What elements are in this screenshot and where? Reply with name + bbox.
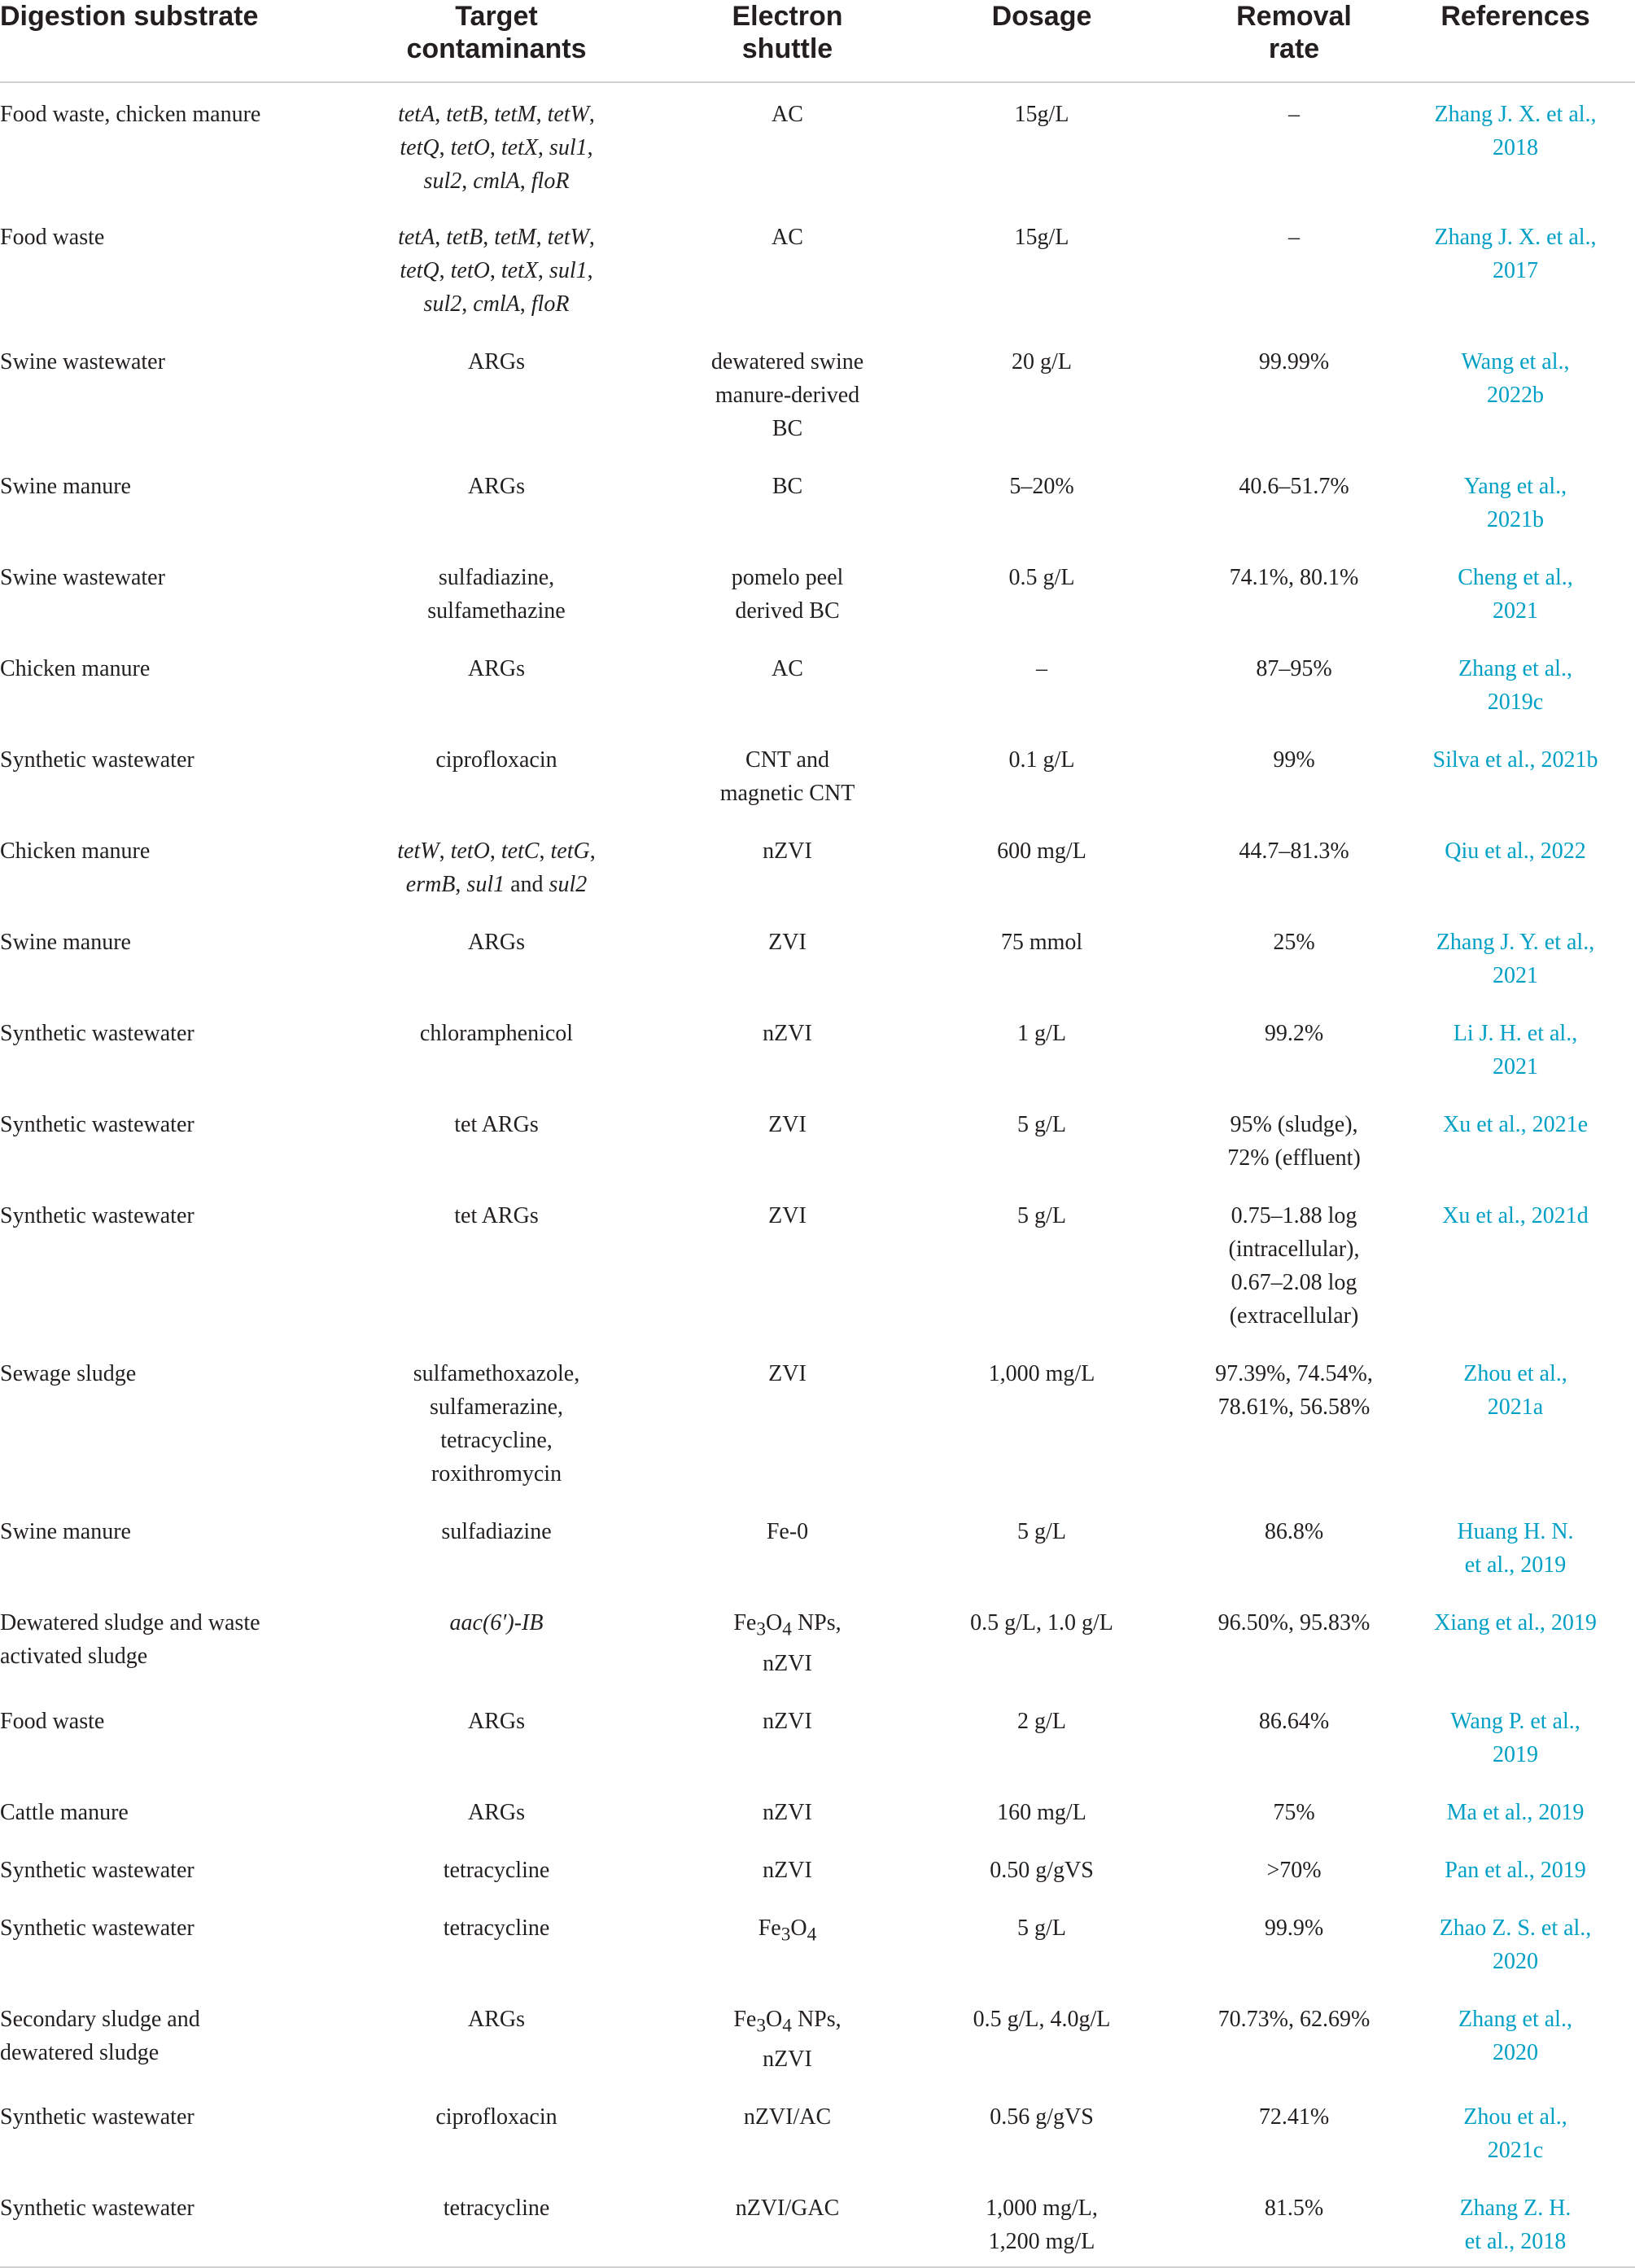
reference-link[interactable]: Wang P. et al., 2019 [1450, 1708, 1580, 1767]
header-electron-shuttle: Electron shuttle [684, 0, 891, 82]
target-cell: ARGs [467, 349, 525, 374]
dosage-cell: 15g/L [1014, 225, 1069, 250]
table-row [0, 1895, 1635, 1986]
header-dosage: Dosage [891, 0, 1192, 82]
target-cell: tet ARGs [454, 1112, 539, 1137]
substrate-cell: Synthetic wastewater [0, 2175, 309, 2267]
target-cell: tetW, tetO, tetC, tetG, ermB, sul1 and sul2 [397, 838, 596, 897]
substrate-cell: Food waste, chicken manure [0, 102, 261, 127]
reference-link[interactable]: Xiang et al., 2019 [1434, 1610, 1597, 1635]
shuttle-cell: AC [772, 102, 803, 127]
removal-cell: 72.41% [1258, 2104, 1330, 2130]
removal-cell: 74.1%, 80.1% [1229, 565, 1359, 590]
shuttle-cell: BC [772, 474, 803, 499]
dosage-cell: 2 g/L [1017, 1708, 1066, 1734]
shuttle-cell: dewatered swine manure-derived BC [710, 349, 864, 441]
target-cell: chloramphenicol [419, 1021, 574, 1046]
dosage-cell: 1,000 mg/L, 1,200 mg/L [891, 2175, 1192, 2267]
target-cell: ciprofloxacin [435, 747, 557, 773]
target-cell: tetracycline [443, 1857, 550, 1883]
substrate-cell: Swine manure [0, 930, 131, 955]
header-target-contaminants: Target contaminants [309, 0, 684, 82]
dosage-cell: 5 g/L [1017, 1203, 1066, 1228]
dosage-cell: 160 mg/L [997, 1799, 1086, 1825]
reference-link[interactable]: Ma et al., 2019 [1446, 1799, 1585, 1825]
header-row [0, 0, 1635, 82]
shuttle-cell: pomelo peel derived BC [731, 565, 844, 624]
substrate-cell: Sewage sludge [0, 1361, 137, 1386]
table-row [0, 206, 1635, 329]
reference-link[interactable]: Silva et al., 2021b [1432, 747, 1598, 773]
table-row [0, 636, 1635, 727]
dosage-cell: 75 mmol [1000, 930, 1083, 955]
removal-cell: 86.64% [1258, 1708, 1330, 1734]
table-row [0, 1986, 1635, 2085]
removal-cell: 86.8% [1264, 1519, 1324, 1544]
removal-cell: 40.6–51.7% [1239, 474, 1349, 499]
header-removal-rate: Removal rate [1192, 0, 1396, 82]
reference-link[interactable]: Li J. H. et al., 2021 [1453, 1021, 1578, 1079]
removal-cell: 44.7–81.3% [1239, 838, 1349, 864]
reference-link[interactable]: Zhou et al., 2021a [1463, 1361, 1567, 1420]
target-cell: ARGs [467, 1799, 525, 1825]
shuttle-cell: nZVI/GAC [684, 2175, 891, 2267]
target-cell: ciprofloxacin [435, 2104, 557, 2130]
table-row [0, 1341, 1635, 1499]
target-cell: tet ARGs [454, 1203, 539, 1228]
table-row [0, 818, 1635, 909]
target-cell: ARGs [467, 930, 525, 955]
table-row [0, 545, 1635, 636]
table-row [0, 2175, 1635, 2267]
target-cell: tetA, tetB, tetM, tetW, tetQ, tetO, tetX, sul1, sul2, cmlA, floR [398, 102, 595, 194]
reference-link[interactable]: Zhang Z. H. et al., 2018 [1396, 2175, 1635, 2267]
removal-cell: – [1288, 102, 1300, 127]
target-cell: tetA, tetB, tetM, tetW, tetQ, tetO, tetX, sul1, sul2, cmlA, floR [398, 225, 595, 317]
substrate-cell: Synthetic wastewater [0, 1915, 195, 1941]
dosage-cell: 5 g/L [1017, 1112, 1066, 1137]
dosage-cell: 0.1 g/L [1008, 747, 1075, 773]
header-digestion-substrate: Digestion substrate [0, 0, 309, 82]
target-cell: ARGs [467, 474, 525, 499]
substrate-cell: Secondary sludge and dewatered sludge [0, 2006, 200, 2065]
shuttle-cell: $Fe_3O_4$ [758, 1915, 817, 1946]
reference-link[interactable]: Huang H. N. et al., 2019 [1457, 1519, 1574, 1578]
removal-cell: – [1288, 225, 1300, 250]
dosage-cell: 1,000 mg/L [988, 1361, 1095, 1386]
table-row [0, 727, 1635, 818]
removal-cell: 96.50%, 95.83% [1218, 1610, 1371, 1635]
table-row [0, 453, 1635, 545]
shuttle-cell: nZVI [763, 1708, 812, 1734]
substrate-cell: Synthetic wastewater [0, 1021, 195, 1046]
shuttle-cell: nZVI [763, 1857, 812, 1883]
substrate-cell: Chicken manure [0, 838, 151, 864]
target-cell: ARGs [467, 656, 525, 681]
substrate-cell: Dewatered sludge and waste activated sludge [0, 1610, 260, 1669]
table-row [0, 909, 1635, 1000]
reference-link[interactable]: Zhao Z. S. et al., 2020 [1439, 1915, 1592, 1974]
substrate-cell: Cattle manure [0, 1799, 129, 1825]
table-row [0, 1092, 1635, 1183]
substrate-cell: Food waste [0, 1708, 105, 1734]
removal-cell: 75% [1273, 1799, 1315, 1825]
dosage-cell: 600 mg/L [997, 838, 1086, 864]
removal-cell: 70.73%, 62.69% [1218, 2006, 1371, 2032]
shuttle-cell: Fe-0 [766, 1519, 809, 1544]
dosage-cell: 0.5 g/L, 1.0 g/L [970, 1610, 1113, 1635]
dosage-cell: 5–20% [1009, 474, 1074, 499]
dosage-cell: 15g/L [1014, 102, 1069, 127]
removal-cell: >70% [1266, 1857, 1322, 1883]
table-row [0, 1499, 1635, 1590]
target-cell: sulfamethoxazole, sulfamerazine, tetracycline, roxithromycin [413, 1361, 580, 1486]
target-cell: ARGs [467, 1708, 525, 1734]
table-row [0, 1590, 1635, 1688]
dosage-cell: – [1036, 656, 1047, 681]
reference-link[interactable]: Zhang J. X. et al., 2017 [1434, 225, 1597, 283]
removal-cell: 99.2% [1264, 1021, 1324, 1046]
reference-link[interactable]: Yang et al., 2021b [1463, 474, 1567, 532]
shuttle-cell: ZVI [768, 1203, 807, 1228]
target-cell: tetracycline [443, 1915, 550, 1941]
shuttle-cell: ZVI [768, 1361, 807, 1386]
shuttle-cell: AC [772, 656, 803, 681]
target-cell: aac(6′)-IB [449, 1610, 544, 1635]
shuttle-cell: $Fe_3O_4$ NPs, nZVI [733, 2006, 842, 2073]
removal-cell: 87–95% [1256, 656, 1332, 681]
substrate-cell: Synthetic wastewater [0, 747, 195, 773]
substrate-cell: Swine wastewater [0, 349, 165, 374]
removal-cell: 25% [1273, 930, 1315, 955]
table-row [0, 1183, 1635, 1341]
shuttle-cell: ZVI [768, 1112, 807, 1137]
header-references: References [1396, 0, 1635, 82]
dosage-cell: 0.5 g/L, 4.0g/L [973, 2006, 1111, 2032]
table-row [0, 1000, 1635, 1092]
substrate-cell: Synthetic wastewater [0, 1857, 195, 1883]
reference-link[interactable]: Wang et al., 2022b [1461, 349, 1570, 408]
dosage-cell: 0.56 g/gVS [990, 2104, 1094, 2130]
shuttle-cell: CNT and magnetic CNT [719, 747, 855, 806]
shuttle-cell: nZVI [763, 838, 812, 864]
removal-cell: 81.5% [1192, 2175, 1396, 2267]
removal-cell: 97.39%, 74.54%, 78.61%, 56.58% [1215, 1361, 1373, 1420]
target-cell: sulfadiazine [441, 1519, 552, 1544]
dosage-cell: 1 g/L [1017, 1021, 1066, 1046]
reference-link[interactable]: Zhang J. X. et al., 2018 [1434, 102, 1597, 160]
reference-link[interactable]: Xu et al., 2021d [1442, 1203, 1589, 1228]
shuttle-cell: nZVI/AC [743, 2104, 832, 2130]
shuttle-cell: ZVI [768, 930, 807, 955]
table-row [0, 82, 1635, 206]
reference-link[interactable]: Pan et al., 2019 [1445, 1857, 1586, 1883]
substrate-cell: Synthetic wastewater [0, 1203, 195, 1228]
table-row [0, 1688, 1635, 1780]
substrate-cell: Chicken manure [0, 656, 151, 681]
reference-link[interactable]: Zhang et al., 2019c [1458, 656, 1572, 715]
table-row [0, 1780, 1635, 1837]
reference-link[interactable]: Zhang J. Y. et al., 2021 [1436, 930, 1595, 988]
removal-cell: 99% [1273, 747, 1315, 773]
substrate-cell: Synthetic wastewater [0, 2104, 195, 2130]
target-cell: sulfadiazine, sulfamethazine [427, 565, 566, 624]
reference-link[interactable]: Zhou et al., 2021c [1463, 2104, 1567, 2164]
shuttle-cell: AC [772, 225, 803, 250]
removal-cell: 95% (sludge), 72% (effluent) [1227, 1112, 1361, 1171]
dosage-cell: 0.50 g/gVS [990, 1857, 1094, 1883]
table-row [0, 329, 1635, 453]
table-row [0, 1837, 1635, 1895]
removal-cell: 99.9% [1264, 1915, 1324, 1941]
target-cell: tetracycline [309, 2175, 684, 2267]
reference-link[interactable]: Cheng et al., 2021 [1458, 565, 1573, 624]
table-row [0, 2084, 1635, 2175]
target-cell: ARGs [467, 2006, 525, 2032]
substrate-cell: Swine wastewater [0, 565, 165, 590]
substrate-cell: Swine manure [0, 474, 131, 499]
shuttle-cell: $Fe_3O_4$ NPs, nZVI [733, 1610, 842, 1676]
dosage-cell: 5 g/L [1017, 1519, 1066, 1544]
shuttle-cell: nZVI [763, 1799, 812, 1825]
substrate-cell: Swine manure [0, 1519, 131, 1544]
removal-cell: 99.99% [1258, 349, 1330, 374]
dosage-cell: 0.5 g/L [1008, 565, 1075, 590]
substrate-cell: Synthetic wastewater [0, 1112, 195, 1137]
shuttle-cell: nZVI [763, 1021, 812, 1046]
substrate-cell: Food waste [0, 225, 105, 250]
removal-cell: 0.75–1.88 log (intracellular), 0.67–2.08 log (extracellular) [1228, 1203, 1360, 1329]
reference-link[interactable]: Zhang et al., 2020 [1458, 2006, 1572, 2065]
dosage-cell: 5 g/L [1017, 1915, 1066, 1941]
reference-link[interactable]: Qiu et al., 2022 [1445, 838, 1586, 864]
reference-link[interactable]: Xu et al., 2021e [1442, 1112, 1589, 1137]
dosage-cell: 20 g/L [1012, 349, 1072, 374]
